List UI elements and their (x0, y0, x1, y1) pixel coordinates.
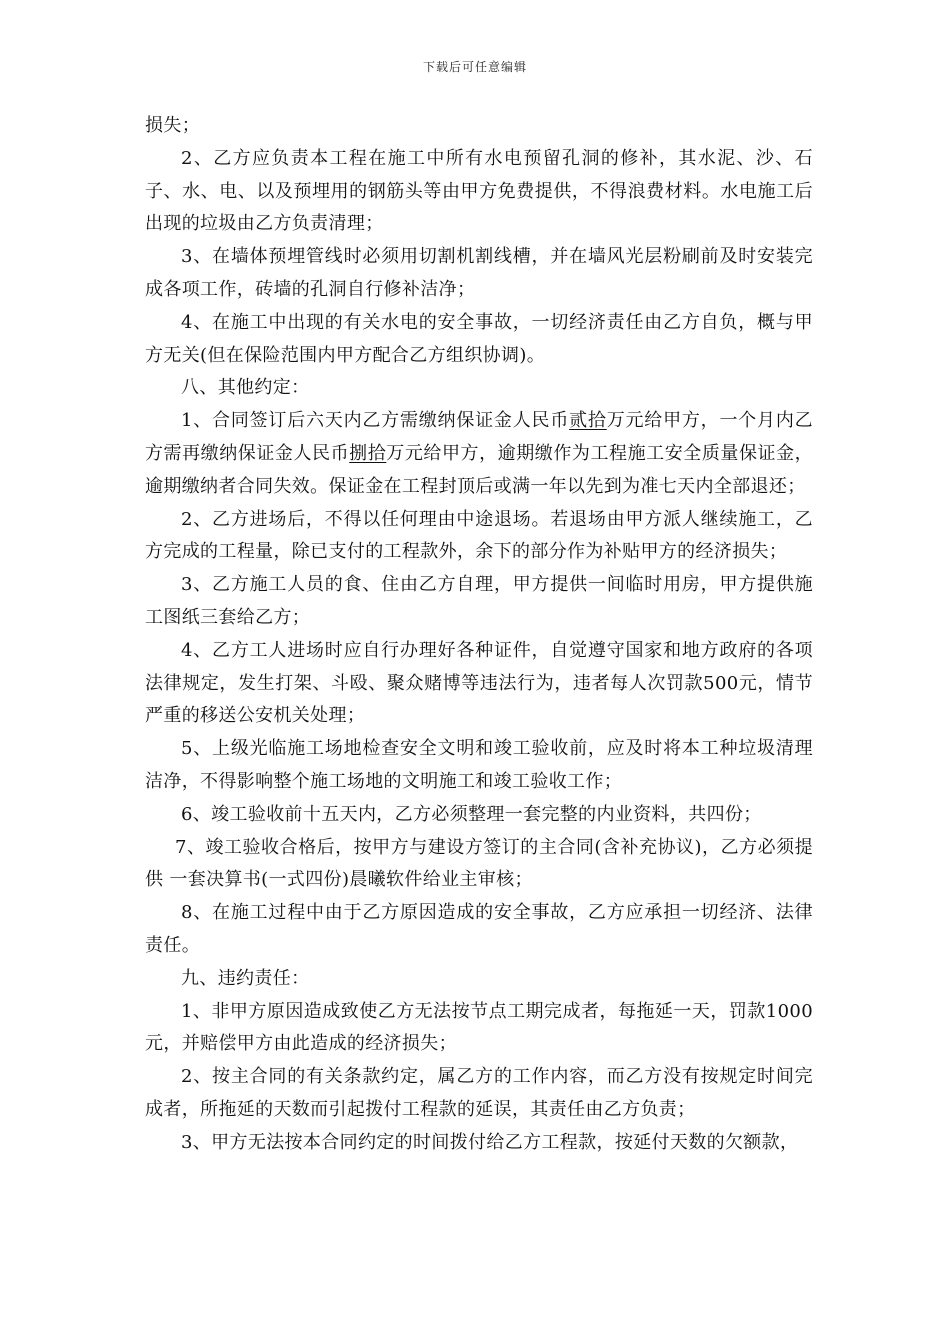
clause-7-2: 2、乙方应负责本工程在施工中所有水电预留孔洞的修补，其水泥、沙、石子、水、电、以及预埋用的钢筋头等由甲方免费提供，不得浪费材料。水电施工后出现的垃圾由乙方负责清理； (145, 147, 813, 235)
clause-9-2: 2、按主合同的有关条款约定，属乙方的工作内容，而乙方没有按规定时间完成者，所拖延的天数而引起拨付工程款的延误，其责任由乙方负责； (145, 1066, 813, 1120)
clause-8-8: 8、在施工过程中由于乙方原因造成的安全事故，乙方应承担一切经济、法律责任。 (145, 902, 813, 956)
clause-7-4: 4、在施工中出现的有关水电的安全事故，一切经济责任由乙方自负，概与甲方无关(但在保险范围内甲方配合乙方组织协调)。 (145, 311, 813, 366)
section-8-heading: 八、其他约定： (181, 377, 310, 399)
page-header: 下载后可任意编辑 (422, 60, 527, 74)
clause-8-3: 3、乙方施工人员的食、住由乙方自理，甲方提供一间临时用房，甲方提供施工图纸三套给乙方； (145, 574, 813, 628)
clause-8-4: 4、乙方工人进场时应自行办理好各种证件，自觉遵守国家和地方政府的各项法律规定，发生打架、斗殴、聚众赌博等违法行为，违者每人次罚款500元，情节严重的移送公安机关处理； (145, 639, 813, 727)
clause-8-5: 5、上级光临施工场地检查安全文明和竣工验收前，应及时将本工种垃圾清理洁净，不得影响整个施工场地的文明施工和竣工验收工作； (145, 738, 813, 792)
clause-9-1: 1、非甲方原因造成致使乙方无法按节点工期完成者，每拖延一天，罚款1000元，并赔偿甲方由此造成的经济损失； (145, 1000, 813, 1055)
deposit-amount-1: 贰拾 (569, 410, 607, 432)
deposit-amount-2: 捌拾 (349, 442, 387, 464)
contract-body (145, 110, 813, 1160)
clause-8-7: 7、竣工验收合格后，按甲方与建设方签订的主合同(含补充协议)，乙方必须提供 一套决算书(一式四份)晨曦软件给业主审核； (145, 836, 813, 891)
section-9-heading: 九、违约责任： (181, 967, 310, 989)
clause-8-1-part-c: 万元给甲方，逾期缴作为工程施工安全质量保证金，逾期缴纳者合同失效。保证金在工程封顶后或满一年以先到为准七天内全部退还； (145, 442, 813, 497)
paragraph-continuation: 损失； (145, 115, 201, 136)
clause-9-3: 3、甲方无法按本合同约定的时间拨付给乙方工程款，按延付天数的欠额款， (181, 1131, 799, 1153)
clause-8-1 (145, 405, 813, 503)
clause-8-2: 2、乙方进场后，不得以任何理由中途退场。若退场由甲方派人继续施工，乙方完成的工程量，除已支付的工程款外，余下的部分作为补贴甲方的经济损失； (145, 508, 813, 563)
clause-8-1-part-a: 1、合同签订后六天内乙方需缴纳保证金人民币 (181, 410, 570, 432)
clause-8-6: 6、竣工验收前十五天内，乙方必须整理一套完整的内业资料，共四份； (181, 803, 762, 825)
clause-7-3: 3、在墙体预埋管线时必须用切割机割线槽，并在墙风光层粉刷前及时安装完成各项工作，砖墙的孔洞自行修补洁净； (145, 246, 813, 300)
clause-8-1-part-b: 万元给甲方，一个月内乙方需再缴纳保证金人民币 (145, 410, 813, 464)
